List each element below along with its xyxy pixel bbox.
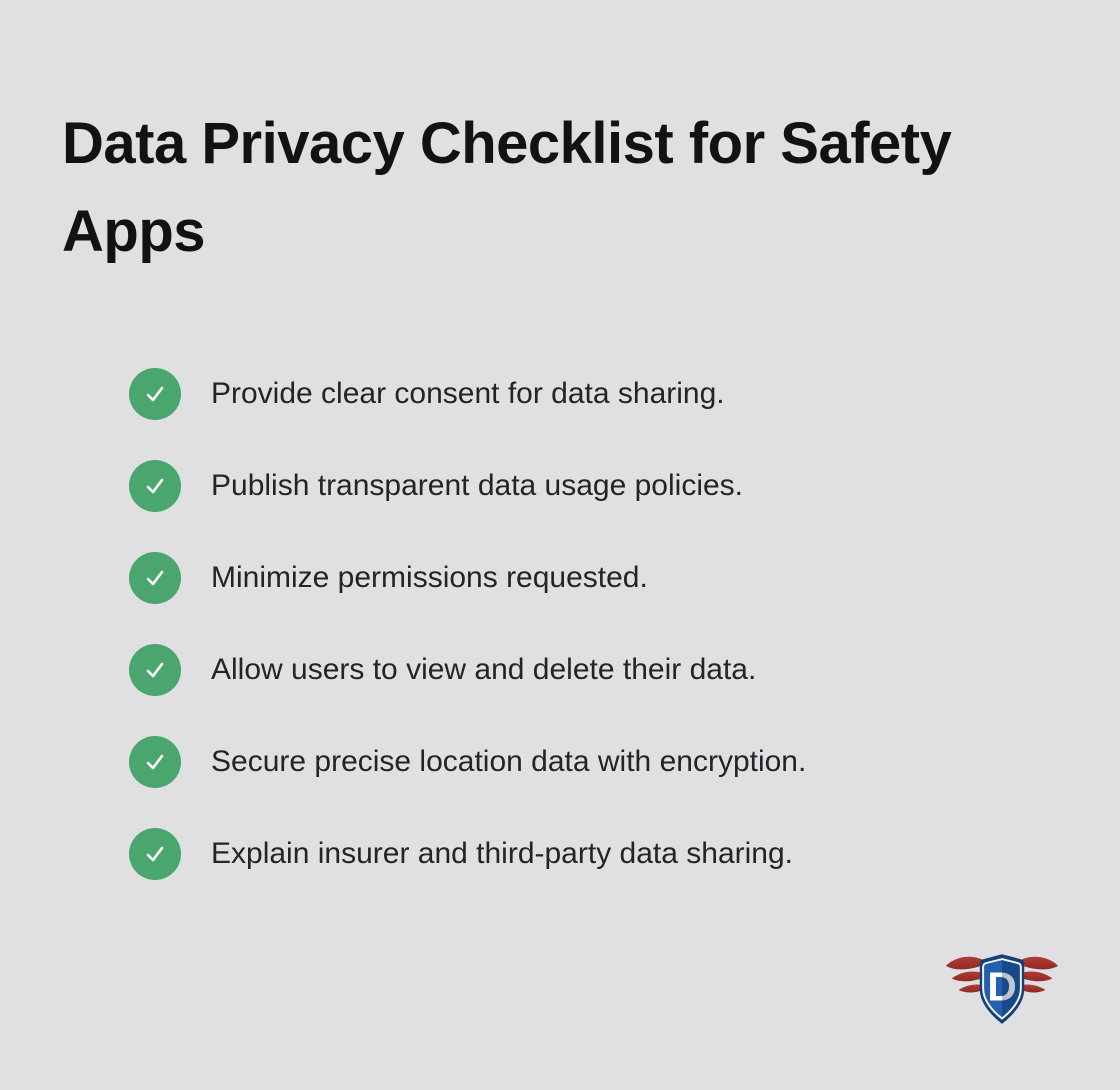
checklist-item-label: Secure precise location data with encryption. [211,745,807,778]
checklist-item [129,644,806,696]
checkmark-circle-icon [129,828,181,880]
checkmark-circle-icon [129,552,181,604]
checklist-item [129,736,806,788]
checklist-item-label: Provide clear consent for data sharing. [211,377,725,410]
checklist-item [129,368,806,420]
checkmark-circle-icon [129,460,181,512]
checklist-item-label: Minimize permissions requested. [211,561,648,594]
checklist [129,368,806,880]
brand-logo [944,950,1060,1030]
checklist-item [129,552,806,604]
checklist-item-label: Publish transparent data usage policies. [211,469,744,502]
checklist-item [129,828,806,880]
checkmark-circle-icon [129,736,181,788]
shield-wings-logo-icon [944,950,1060,1030]
page-title: Data Privacy Checklist for Safety Apps [62,111,952,264]
logo-letter: D [987,963,1017,1010]
checkmark-circle-icon [129,368,181,420]
checkmark-circle-icon [129,644,181,696]
checklist-item [129,460,806,512]
checklist-item-label: Explain insurer and third-party data sharing. [211,837,793,870]
checklist-item-label: Allow users to view and delete their data. [211,653,757,686]
